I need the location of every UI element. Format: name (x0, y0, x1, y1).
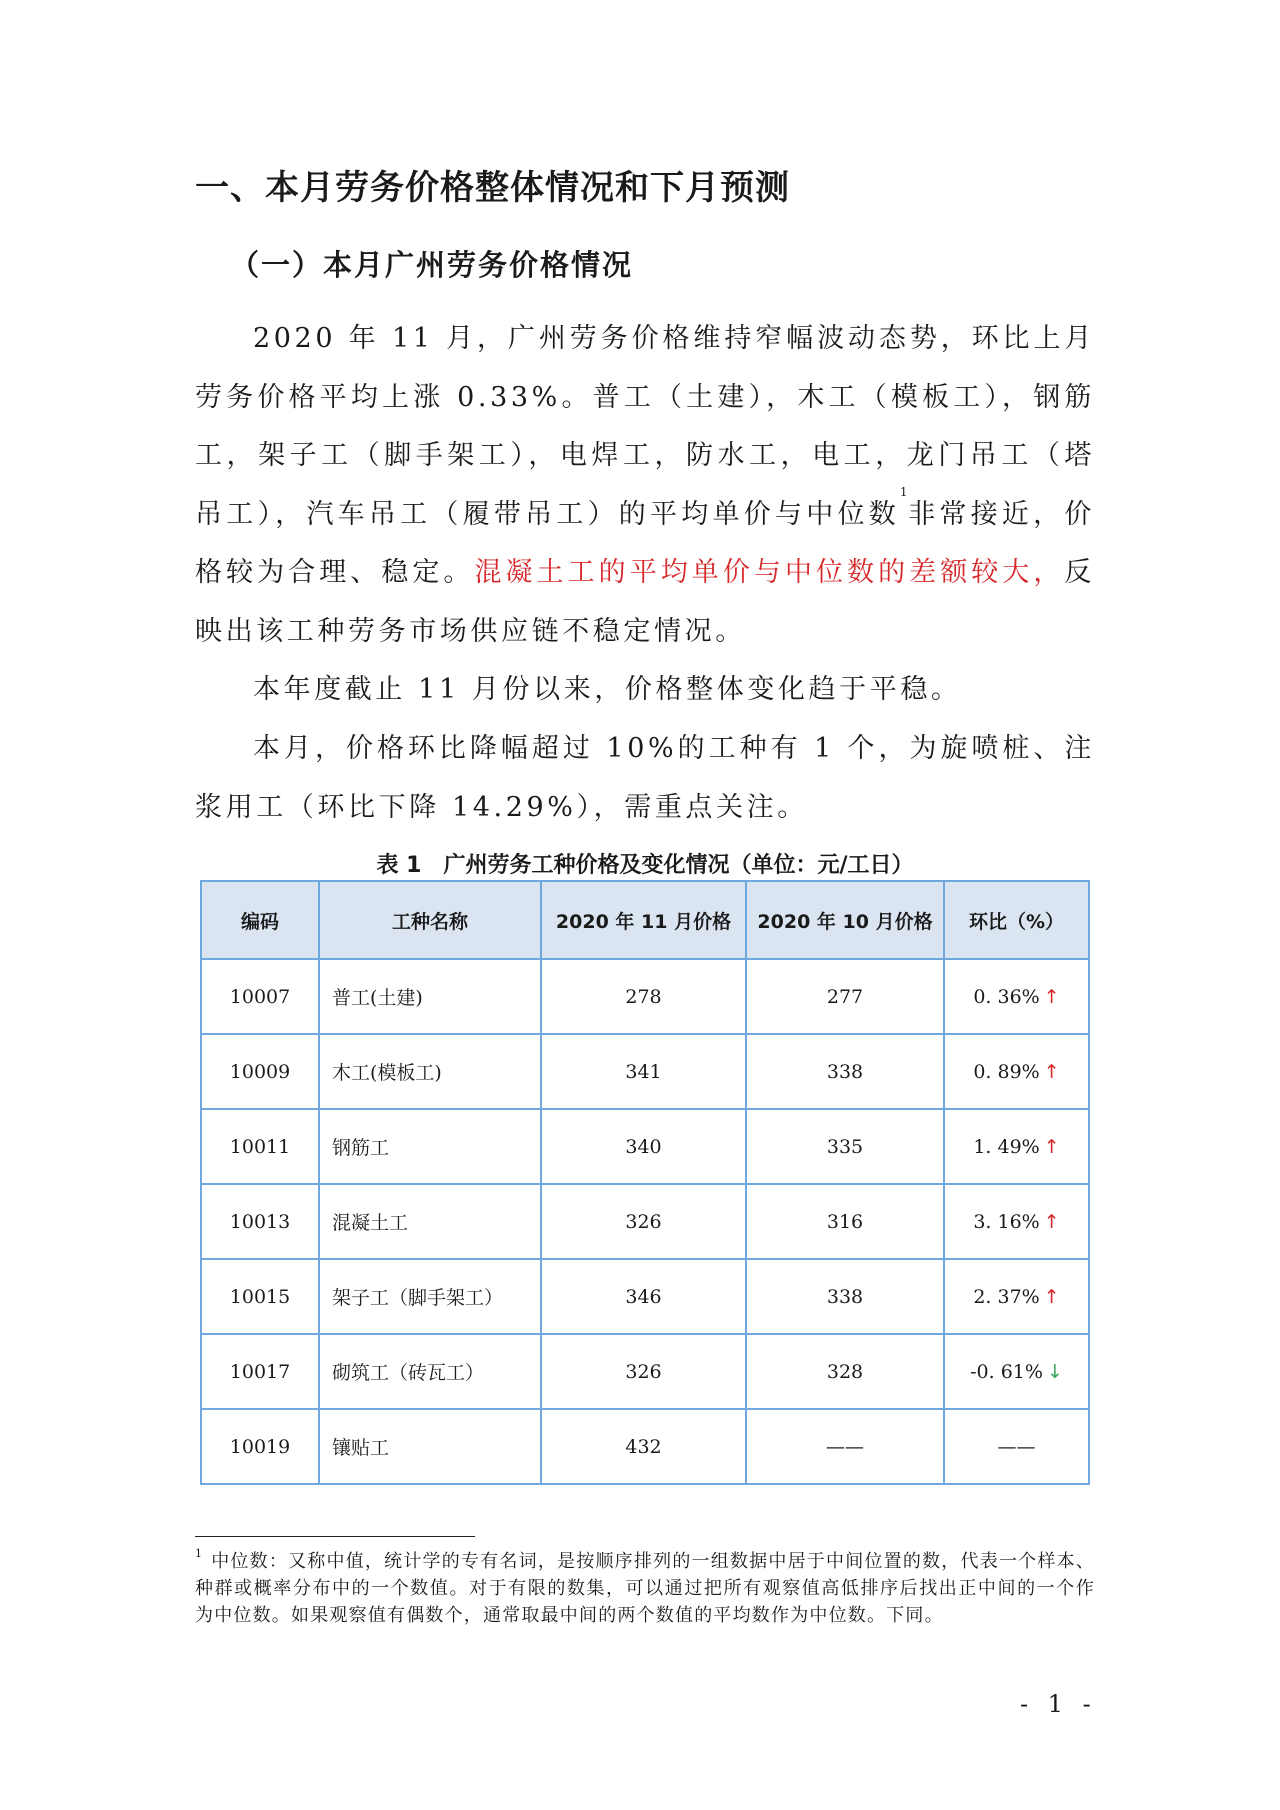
cell-oct-price: 338 (746, 1034, 944, 1109)
arrow-up-icon: ↑ (1043, 985, 1060, 1008)
header-oct-price: 2020 年 10 月价格 (746, 881, 944, 959)
paragraph-overview-text: 2020 年 11 月，广州劳务价格维持窄幅波动态势，环比上月劳务价格平均上涨 0.33%。普工（土建），木工（模板工），钢筋工，架子工（脚手架工），电焊工，防水工，电工，龙门吊工（塔吊工），汽车吊工（履带吊工）的平均单价与中位数 (195, 323, 1095, 530)
arrow-down-icon: ↓ (1046, 1360, 1063, 1383)
paragraph-trend: 本年度截止 11 月份以来，价格整体变化趋于平稳。 (253, 674, 962, 705)
arrow-up-icon: ↑ (1043, 1210, 1060, 1233)
cell-nov-price: 278 (541, 959, 746, 1034)
cell-change (944, 1259, 1089, 1334)
arrow-up-icon: ↑ (1043, 1285, 1060, 1308)
cell-nov-price: 326 (541, 1334, 746, 1409)
change-value: 0. 89% (973, 1060, 1040, 1083)
change-value: 3. 16% (973, 1210, 1040, 1233)
table-header-row (201, 881, 1089, 959)
cell-code: 10015 (201, 1259, 319, 1334)
table-row (201, 1259, 1089, 1334)
cell-change (944, 959, 1089, 1034)
cell-name: 架子工（脚手架工） (319, 1259, 541, 1334)
cell-oct-price: 277 (746, 959, 944, 1034)
table-row (201, 1034, 1089, 1109)
cell-change (944, 1034, 1089, 1109)
table-row (201, 1334, 1089, 1409)
cell-nov-price: 341 (541, 1034, 746, 1109)
subsection-heading: （一）本月广州劳务价格情况 (230, 248, 634, 282)
cell-oct-price: 328 (746, 1334, 944, 1409)
change-value: 0. 36% (973, 985, 1040, 1008)
cell-change (944, 1409, 1089, 1484)
arrow-up-icon: ↑ (1043, 1135, 1060, 1158)
cell-name: 镶贴工 (319, 1409, 541, 1484)
cell-nov-price: 432 (541, 1409, 746, 1484)
cell-code: 10011 (201, 1109, 319, 1184)
header-nov-price: 2020 年 11 月价格 (541, 881, 746, 959)
table-row (201, 1409, 1089, 1484)
cell-change (944, 1184, 1089, 1259)
cell-code: 10007 (201, 959, 319, 1034)
cell-oct-price: 335 (746, 1109, 944, 1184)
paragraph-overview (195, 310, 1095, 661)
footnote-reference[interactable]: 1 (899, 484, 908, 499)
section-heading: 一、本月劳务价格整体情况和下月预测 (195, 168, 790, 208)
footnote-text: 中位数：又称中值，统计学的专有名词，是按顺序排列的一组数据中居于中间位置的数，代表一个样本、种群或概率分布中的一个数值。对于有限的数集，可以通过把所有观察值高低排序后找出正中间的一个作为中位数。如果观察值有偶数个，通常取最中间的两个数值的平均数作为中位数。下同。 (195, 1551, 1095, 1626)
footnote-divider (195, 1536, 475, 1537)
table-row (201, 959, 1089, 1034)
cell-code: 10019 (201, 1409, 319, 1484)
cell-name: 木工(模板工) (319, 1034, 541, 1109)
price-table (200, 880, 1090, 1485)
table-caption: 表 1 广州劳务工种价格及变化情况（单位：元/工日） (376, 853, 914, 878)
change-value: -0. 61% (970, 1360, 1043, 1383)
cell-oct-price: 316 (746, 1184, 944, 1259)
cell-nov-price: 340 (541, 1109, 746, 1184)
highlighted-text: 混凝土工的平均单价与中位数的差额较大， (474, 557, 1065, 588)
footnote-marker: 1 (195, 1547, 204, 1560)
paragraph-decline: 本月，价格环比降幅超过 10%的工种有 1 个，为旋喷桩、注浆用工（环比下降 14.29%），需重点关注。 (195, 733, 1095, 823)
cell-name: 钢筋工 (319, 1109, 541, 1184)
change-value: —— (997, 1435, 1036, 1458)
cell-name: 混凝土工 (319, 1184, 541, 1259)
page-number: - 1 - (1020, 1690, 1097, 1718)
table-row (201, 1109, 1089, 1184)
cell-name: 普工(土建) (319, 959, 541, 1034)
cell-oct-price: —— (746, 1409, 944, 1484)
cell-code: 10013 (201, 1184, 319, 1259)
cell-change (944, 1334, 1089, 1409)
cell-name: 砌筑工（砖瓦工） (319, 1334, 541, 1409)
paragraph-overview-text-2: 非常接近，价格较为合理、稳定。 (195, 498, 1095, 588)
cell-nov-price: 346 (541, 1259, 746, 1334)
change-value: 2. 37% (973, 1285, 1040, 1308)
header-change: 环比（%） (944, 881, 1089, 959)
footnote (195, 1548, 1095, 1629)
cell-code: 10009 (201, 1034, 319, 1109)
cell-change (944, 1109, 1089, 1184)
arrow-up-icon: ↑ (1043, 1060, 1060, 1083)
paragraph-overview-ending: 反映出该工种劳务市场供应链不稳定情况。 (195, 557, 1095, 647)
header-name: 工种名称 (319, 881, 541, 959)
header-code: 编码 (201, 881, 319, 959)
table-row (201, 1184, 1089, 1259)
cell-code: 10017 (201, 1334, 319, 1409)
change-value: 1. 49% (973, 1135, 1040, 1158)
cell-nov-price: 326 (541, 1184, 746, 1259)
cell-oct-price: 338 (746, 1259, 944, 1334)
